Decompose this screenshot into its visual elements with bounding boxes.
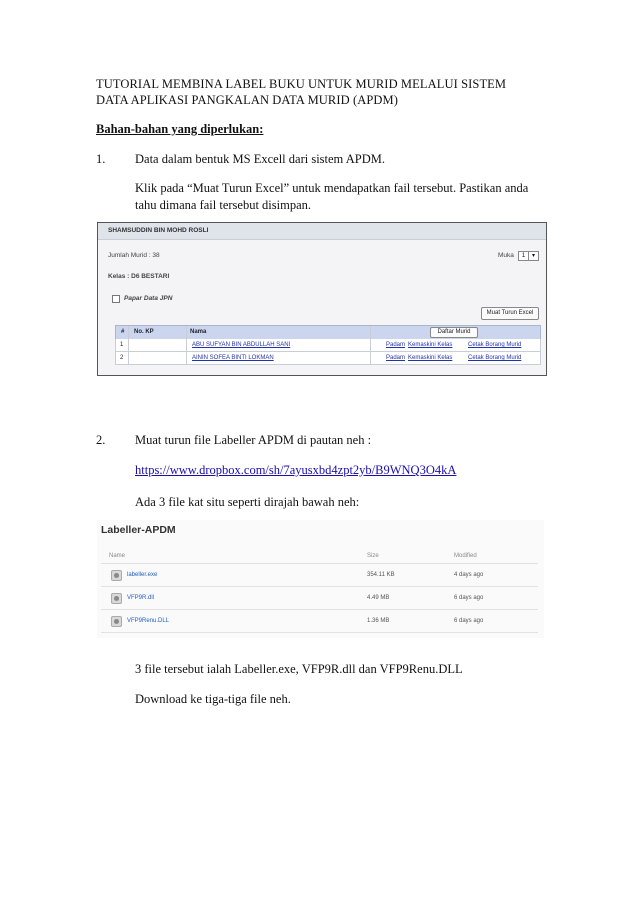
padam-link[interactable]: Padam bbox=[386, 355, 406, 361]
step-2-number: 2. bbox=[96, 433, 106, 447]
student-table-header bbox=[115, 325, 541, 340]
gear-file-icon bbox=[111, 570, 122, 581]
cetak-borang-link[interactable]: Cetak Borang Murid bbox=[468, 342, 522, 348]
file-modified: 6 days ago bbox=[454, 618, 484, 624]
file-size: 4.49 MB bbox=[367, 595, 390, 601]
col-size: Size bbox=[367, 553, 379, 559]
step-1-number: 1. bbox=[96, 152, 106, 166]
kemaskini-kelas-link[interactable]: Kemaskini Kelas bbox=[408, 342, 453, 348]
col-modified: Modified bbox=[454, 553, 477, 559]
step-2-text: Muat turun file Labeller APDM di pautan neh : bbox=[135, 433, 372, 447]
file-modified: 6 days ago bbox=[454, 595, 484, 601]
document-title: TUTORIAL MEMBINA LABEL BUKU UNTUK MURID MELALUI SISTEM DATA APLIKASI PANGKALAN DATA MURID (APDM) bbox=[96, 77, 507, 107]
file-size: 1.36 MB bbox=[367, 618, 390, 624]
file-name-link[interactable]: VFP9Renu.DLL bbox=[127, 618, 170, 624]
gear-file-icon bbox=[111, 616, 122, 627]
files-summary: 3 file tersebut ialah Labeller.exe, VFP9R.dll dan VFP9Renu.DLL bbox=[135, 662, 463, 676]
jumlah-murid: Jumlah Murid : 38 bbox=[108, 252, 160, 259]
file-modified: 4 days ago bbox=[454, 572, 484, 578]
col-nama: Nama bbox=[190, 329, 207, 335]
table-row bbox=[115, 339, 541, 352]
papar-data-checkbox[interactable] bbox=[112, 295, 120, 303]
file-size: 354.11 KB bbox=[367, 572, 395, 578]
table-row bbox=[115, 352, 541, 365]
col-name: Name bbox=[109, 553, 126, 559]
apdm-screenshot bbox=[97, 222, 547, 376]
dropbox-screenshot bbox=[97, 520, 544, 638]
step-1-instructions: Klik pada “Muat Turun Excel” untuk mendapatkan fail tersebut. Pastikan anda tahu dimana fail tersebut disimpan. bbox=[135, 181, 529, 212]
step-2-note: Ada 3 file kat situ seperti dirajah bawah neh: bbox=[135, 495, 360, 509]
download-note: Download ke tiga-tiga file neh. bbox=[135, 692, 291, 706]
teacher-name: SHAMSUDDIN BIN MOHD ROSLI bbox=[108, 227, 209, 234]
materials-heading: Bahan-bahan yang diperlukan: bbox=[96, 122, 264, 136]
cetak-borang-link[interactable]: Cetak Borang Murid bbox=[468, 355, 522, 361]
file-name-link[interactable]: VFP9R.dll bbox=[127, 595, 155, 601]
row-number: 2 bbox=[120, 355, 124, 361]
student-name-link[interactable]: AININ SOFEA BINTI LOKMAN bbox=[192, 355, 274, 361]
kemaskini-kelas-link[interactable]: Kemaskini Kelas bbox=[408, 355, 453, 361]
padam-link[interactable]: Padam bbox=[386, 342, 406, 348]
folder-title: Labeller-APDM bbox=[101, 524, 176, 536]
row-number: 1 bbox=[120, 342, 124, 348]
muka-select[interactable]: 1 bbox=[518, 251, 529, 261]
daftar-murid-button[interactable]: Daftar Murid bbox=[430, 327, 478, 338]
muka-label: Muka bbox=[498, 252, 514, 259]
file-name-link[interactable]: labeller.exe bbox=[127, 572, 158, 578]
muat-turun-excel-button[interactable]: Muat Turun Excel bbox=[481, 307, 539, 320]
apdm-header-bar bbox=[98, 223, 546, 240]
step-1-text: Data dalam bentuk MS Excell dari sistem APDM. bbox=[135, 152, 385, 166]
chevron-down-icon[interactable]: ▾ bbox=[528, 251, 539, 261]
papar-data-label: Papar Data JPN bbox=[124, 295, 173, 302]
col-no: # bbox=[121, 329, 125, 335]
student-name-link[interactable]: ABU SUFYAN BIN ABDULLAH SANI bbox=[192, 342, 291, 348]
col-kp: No. KP bbox=[134, 329, 154, 335]
kelas-label: Kelas : D6 BESTARI bbox=[108, 273, 170, 280]
dropbox-link[interactable]: https://www.dropbox.com/sh/7ayusxbd4zpt2yb/B9WNQ3O4kA bbox=[135, 463, 457, 477]
gear-file-icon bbox=[111, 593, 122, 604]
